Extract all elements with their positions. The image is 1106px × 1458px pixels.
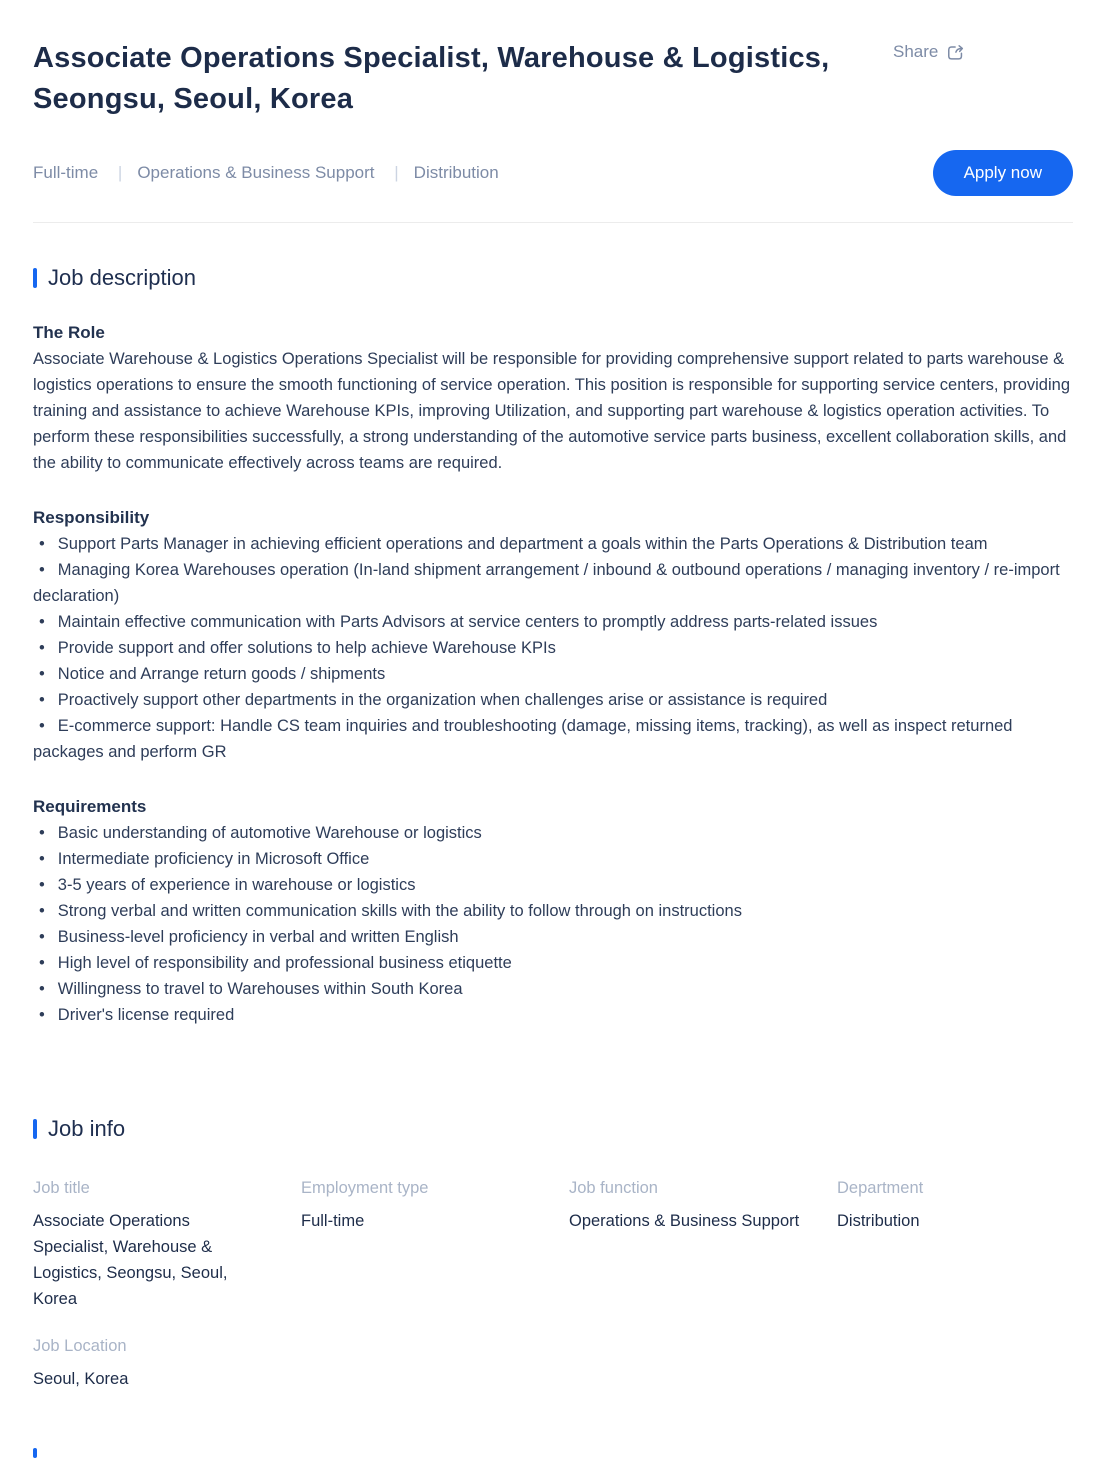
- job-info-value: Operations & Business Support: [569, 1212, 800, 1230]
- section-accent-bar: [33, 268, 37, 288]
- list-item: [33, 1002, 1073, 1028]
- role-subsection: [33, 320, 1073, 476]
- share-button[interactable]: [893, 42, 965, 62]
- role-heading: The Role: [33, 323, 105, 342]
- job-info-field: [33, 1176, 269, 1312]
- responsibility-list: [33, 531, 1073, 765]
- list-item-text: Provide support and offer solutions to help achieve Warehouse KPIs: [57, 639, 556, 657]
- job-info-field: [569, 1176, 805, 1312]
- job-info-section: [33, 1116, 1073, 1392]
- page-title: Associate Operations Specialist, Warehouse & Logistics, Seongsu, Seoul, Korea: [33, 42, 830, 115]
- list-item: [33, 661, 1073, 687]
- list-item: [33, 820, 1073, 846]
- list-item: [33, 950, 1073, 976]
- role-body: Associate Warehouse & Logistics Operations Specialist will be responsible for providing comprehensive support related to parts warehouse & logistics operations to ensure the smooth functioning of service operation. This position is responsible for supporting service centers, providing training and assistance to achieve Warehouse KPIs, improving Utilization, and supporting part warehouse & logistics operation activities. To perform these responsibilities successfully, a strong understanding of the automotive service parts business, excellent collaboration skills, and the ability to communicate effectively across teams are required.: [33, 350, 1071, 472]
- list-item-text: Managing Korea Warehouses operation (In-land shipment arrangement / inbound & outbound operations / managing inventory / re-import declaration): [33, 561, 1060, 605]
- list-item: [33, 713, 1073, 765]
- responsibility-heading: Responsibility: [33, 508, 150, 527]
- list-item-text: 3-5 years of experience in warehouse or logistics: [57, 876, 416, 894]
- list-item: [33, 635, 1073, 661]
- job-description-title: [33, 265, 1073, 291]
- list-item: [33, 872, 1073, 898]
- list-item: [33, 846, 1073, 872]
- header-divider: [33, 222, 1073, 223]
- list-item-text: Intermediate proficiency in Microsoft Office: [57, 850, 370, 868]
- header: [33, 38, 1073, 120]
- requirements-subsection: [33, 794, 1073, 1028]
- list-item: [33, 924, 1073, 950]
- job-tag: Full-time: [33, 163, 99, 182]
- job-info-value: Seoul, Korea: [33, 1370, 129, 1388]
- list-item: [33, 557, 1073, 609]
- requirements-heading: Requirements: [33, 797, 147, 816]
- section-title-text: Job description: [48, 265, 196, 290]
- list-item-text: E-commerce support: Handle CS team inquiries and troubleshooting (damage, missing items, tracking), as well as inspect returned packages and perform GR: [33, 717, 1013, 761]
- share-label: Share: [893, 42, 939, 61]
- list-item-text: Business-level proficiency in verbal and written English: [57, 928, 459, 946]
- apply-now-button[interactable]: Apply now: [933, 150, 1073, 196]
- list-item: [33, 609, 1073, 635]
- next-section-accent-bar: [33, 1448, 37, 1458]
- job-info-field: [301, 1176, 537, 1312]
- job-info-label: Department: [837, 1179, 924, 1197]
- requirements-list: [33, 820, 1073, 1028]
- job-info-grid: [33, 1176, 1073, 1392]
- job-tag: | Operations & Business Support: [103, 163, 375, 182]
- job-info-field: [837, 1176, 1073, 1312]
- job-info-label: Employment type: [301, 1179, 429, 1197]
- section-title-text: Job info: [48, 1116, 126, 1141]
- job-info-value: Full-time: [301, 1212, 365, 1230]
- responsibility-subsection: [33, 505, 1073, 765]
- job-tag: | Distribution: [379, 163, 498, 182]
- job-info-title: [33, 1116, 1073, 1142]
- list-item: [33, 898, 1073, 924]
- list-item-text: Support Parts Manager in achieving efficient operations and department a goals within the Parts Operations & Distribution team: [57, 535, 988, 553]
- list-item-text: Basic understanding of automotive Warehouse or logistics: [57, 824, 482, 842]
- job-tags: [33, 163, 499, 183]
- job-info-label: Job Location: [33, 1337, 127, 1355]
- list-item-text: Maintain effective communication with Parts Advisors at service centers to promptly address parts-related issues: [57, 613, 878, 631]
- list-item-text: Driver's license required: [57, 1006, 235, 1024]
- list-item: [33, 976, 1073, 1002]
- job-info-field: [33, 1334, 269, 1392]
- share-icon: [946, 43, 965, 62]
- list-item-text: High level of responsibility and professional business etiquette: [57, 954, 512, 972]
- job-info-value: Associate Operations Specialist, Warehouse & Logistics, Seongsu, Seoul, Korea: [33, 1212, 228, 1308]
- list-item-text: Strong verbal and written communication skills with the ability to follow through on instructions: [57, 902, 742, 920]
- job-description-section: [33, 265, 1073, 1028]
- list-item-text: Willingness to travel to Warehouses within South Korea: [57, 980, 463, 998]
- meta-row: [33, 150, 1073, 196]
- job-info-label: Job title: [33, 1179, 90, 1197]
- section-accent-bar: [33, 1119, 37, 1139]
- list-item-text: Proactively support other departments in the organization when challenges arise or assistance is required: [57, 691, 828, 709]
- list-item: [33, 531, 1073, 557]
- list-item: [33, 687, 1073, 713]
- job-info-value: Distribution: [837, 1212, 920, 1230]
- job-info-label: Job function: [569, 1179, 658, 1197]
- list-item-text: Notice and Arrange return goods / shipments: [57, 665, 386, 683]
